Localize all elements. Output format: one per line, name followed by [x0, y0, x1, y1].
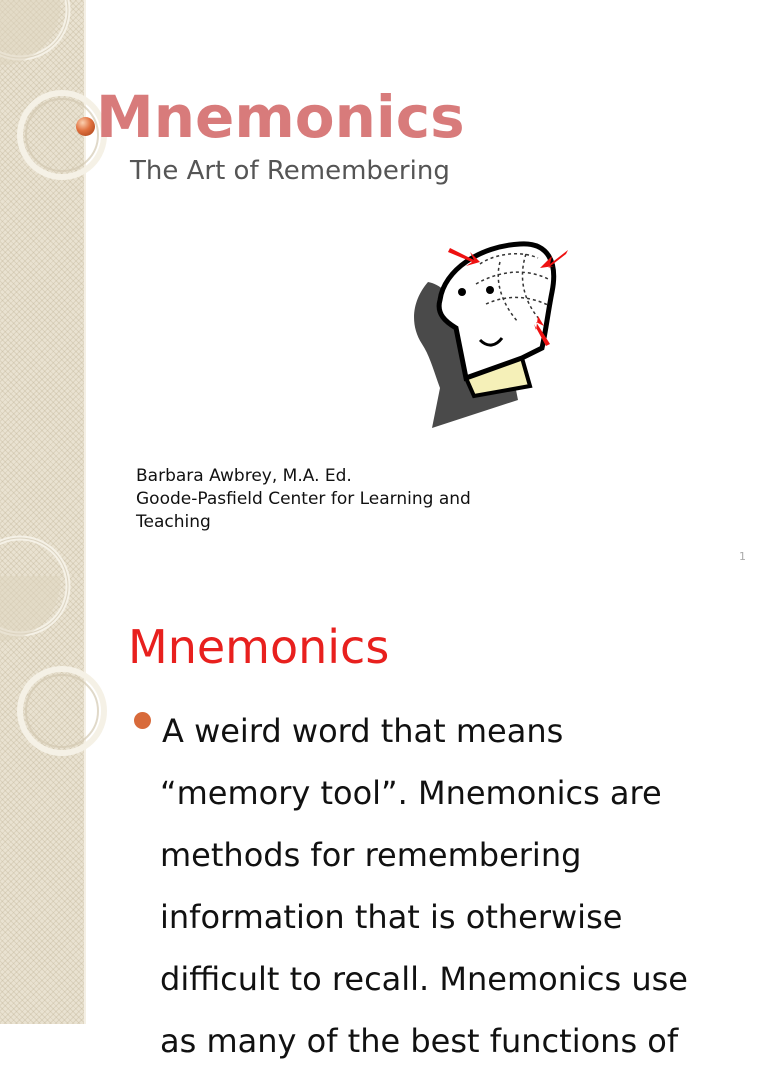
bullet-icon: [134, 712, 151, 729]
slide-number: 1: [739, 550, 746, 563]
author-name: Barbara Awbrey, M.A. Ed.: [136, 466, 352, 486]
head-with-brain-arrows-icon: [400, 240, 580, 440]
slide-subtitle: The Art of Remembering: [130, 156, 450, 186]
author-info: [136, 465, 556, 534]
body-line: “memory tool”. Mnemonics are: [160, 774, 662, 812]
rings-decoration-icon: [0, 576, 84, 1024]
body-line: as many of the best functions of: [160, 1022, 679, 1060]
body-line: difficult to recall. Mnemonics use: [160, 960, 688, 998]
body-line: information that is otherwise: [160, 898, 623, 936]
author-affiliation: Goode-Pasfield Center for Learning and: [136, 489, 471, 509]
slide-2: [0, 576, 768, 1060]
author-affiliation-cont: Teaching: [136, 512, 211, 532]
body-line: methods for remembering: [160, 836, 582, 874]
slide-title: Mnemonics: [128, 620, 390, 674]
rings-decoration-icon: [0, 0, 84, 576]
slide-title: Mnemonics: [96, 83, 465, 151]
decorative-sidebar: [0, 0, 86, 576]
slide-body: [160, 700, 760, 1072]
decorative-sidebar: [0, 576, 86, 1024]
body-line: A weird word that means: [162, 712, 564, 750]
title-bullet-icon: [76, 117, 95, 136]
